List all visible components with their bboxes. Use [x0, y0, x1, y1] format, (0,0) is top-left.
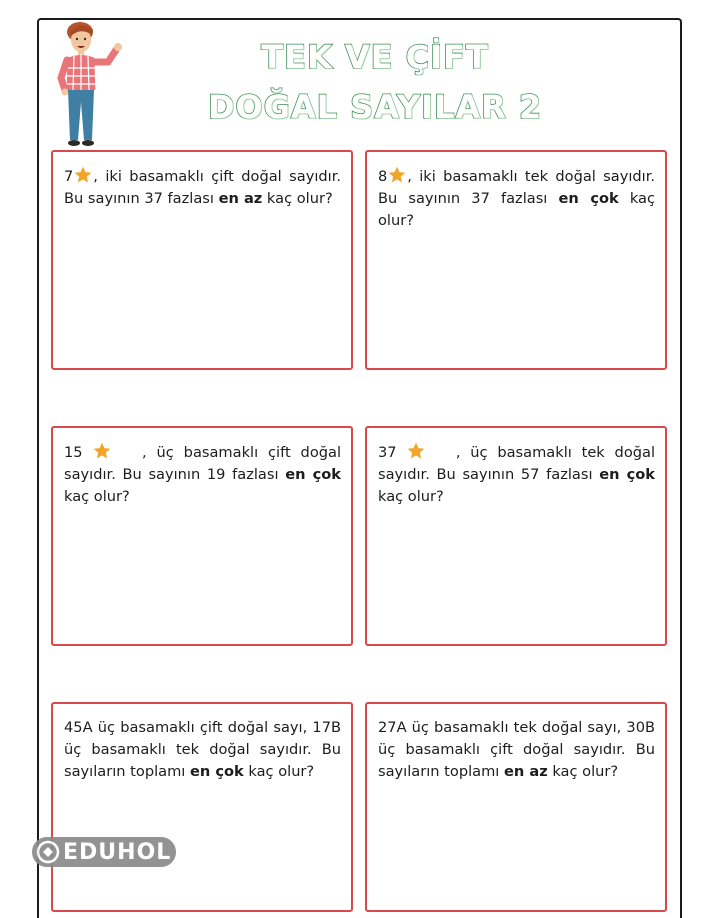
- emphasis-text: en az: [218, 190, 263, 207]
- emphasis-text: en çok: [190, 763, 244, 780]
- emphasis-text: en çok: [285, 466, 341, 483]
- emphasis-text: en çok: [599, 466, 655, 483]
- question-box-6: 27A üç basamaklı tek doğal sayı, 30B üç basamaklı çift doğal sayıdır. Bu sayıların toplamı en az kaç olur?: [365, 702, 667, 912]
- eduhol-watermark: [32, 837, 176, 867]
- eduhol-logo-icon: [36, 840, 60, 864]
- question-box-3: 15 , üç basamaklı çift doğal sayıdır. Bu sayının 19 fazlası en çok kaç olur?: [51, 426, 353, 646]
- question-box-2: 8 , iki basamaklı tek doğal sayıdır. Bu sayının 37 fazlası en çok kaç olur?: [365, 150, 667, 370]
- page-title-line-2: DOĞAL SAYILAR 2: [207, 88, 543, 126]
- watermark-text: EDUHOL: [63, 839, 172, 865]
- question-box-4: 37 , üç basamaklı tek doğal sayıdır. Bu sayının 57 fazlası en çok kaç olur?: [365, 426, 667, 646]
- star-icon: [73, 165, 93, 185]
- star-icon: [406, 441, 426, 461]
- question-box-5: 45A üç basamaklı çift doğal sayı, 17B üç basamaklı tek doğal sayıdır. Bu sayıların toplamı en çok kaç olur?: [51, 702, 353, 912]
- star-icon: [92, 441, 112, 461]
- cartoon-boy-illustration: [56, 18, 126, 148]
- page-title-line-1: TEK VE ÇİFT: [261, 38, 489, 76]
- emphasis-text: en az: [504, 763, 548, 780]
- star-icon: [387, 165, 407, 185]
- question-box-1: 7 , iki basamaklı çift doğal sayıdır. Bu sayının 37 fazlası en az kaç olur?: [51, 150, 353, 370]
- emphasis-text: en çok: [558, 190, 619, 207]
